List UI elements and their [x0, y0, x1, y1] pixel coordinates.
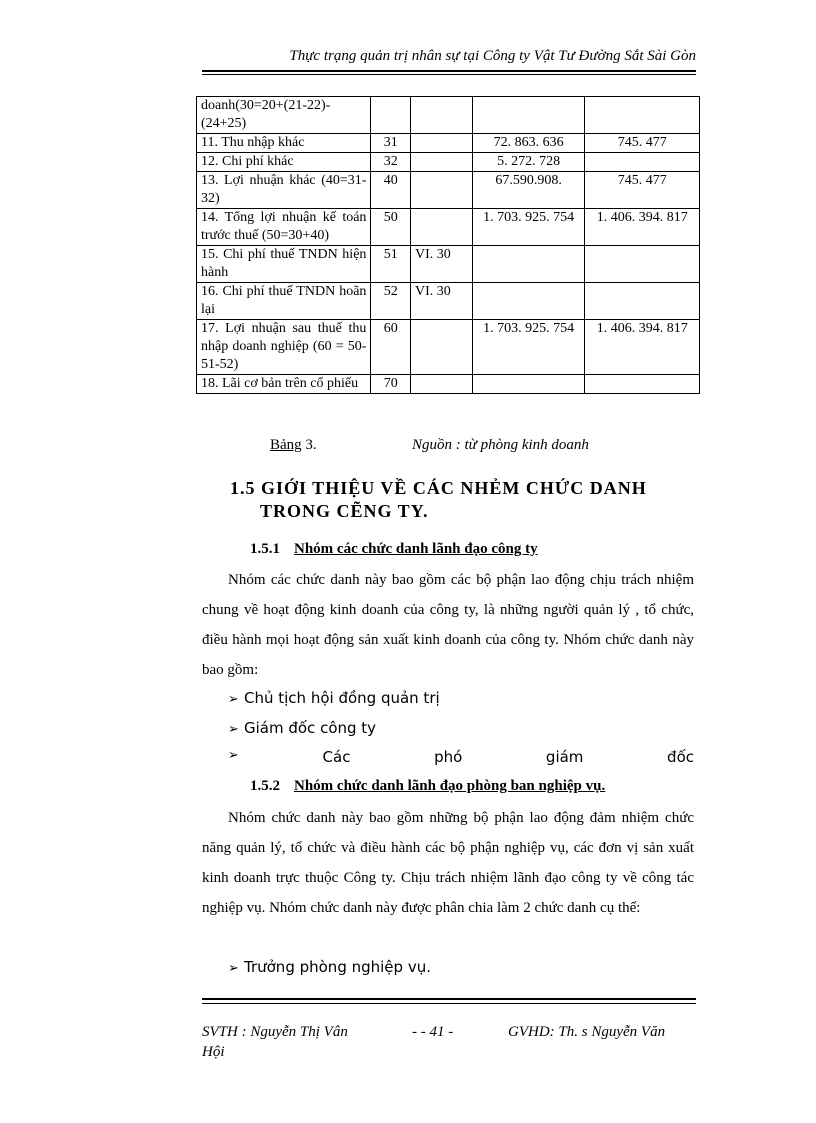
table-source: Nguồn : từ phòng kinh doanh [412, 437, 589, 453]
bullet-item-spread [228, 748, 694, 766]
table-cell: 1. 703. 925. 754 [472, 320, 585, 375]
table-cell: 1. 406. 394. 817 [585, 209, 700, 246]
header-rule-thin [202, 74, 696, 75]
table-cell: 17. Lợi nhuận sau thuế thu nhập doanh nghiệp (60 = 50-51-52) [197, 320, 371, 375]
table-cell [472, 97, 585, 134]
table-cell: 13. Lợi nhuận khác (40=31-32) [197, 172, 371, 209]
table-row [197, 209, 700, 246]
table-cell: 14. Tổng lợi nhuận kế toán trước thuế (50=30+40) [197, 209, 371, 246]
arrow-bullet-icon: ➢ [228, 748, 239, 763]
table-cell: 72. 863. 636 [472, 134, 585, 153]
table-cell [585, 153, 700, 172]
table-caption-number: 3. [301, 437, 317, 453]
table-cell: doanh(30=20+(21-22)-(24+25) [197, 97, 371, 134]
table-cell: 51 [371, 246, 411, 283]
bullet-text: Chủ tịch hội đồng quản trị [244, 689, 440, 707]
section-heading-cont: TRONG CẼNG TY. [260, 501, 429, 521]
table-cell: 60 [371, 320, 411, 375]
table-cell: 70 [371, 375, 411, 394]
table-row [197, 134, 700, 153]
table-cell [410, 153, 472, 172]
table-cell [585, 97, 700, 134]
page-header: Thực trạng quản trị nhân sự tại Công ty Vật Tư Đường Sắt Sài Gòn [289, 48, 696, 64]
paragraph-2-text: Nhóm chức danh này bao gồm những bộ phận lao động đảm nhiệm chức năng quản lý, tổ chức và điều hành các bộ phận nghiệp vụ, các đơn vị sản xuất kinh doanh trực thuộc Công ty. Chịu trách nhiệm lãnh đạo công ty về công tác nghiệp vụ. Nhóm chức danh này được phân chia làm 2 chức danh cụ thể: [202, 810, 694, 916]
table-cell: 32 [371, 153, 411, 172]
table-cell [472, 283, 585, 320]
subsection-1-heading [250, 541, 538, 558]
table-caption [270, 437, 317, 454]
subsection-1-number: 1.5.1 [250, 541, 280, 557]
footer-advisor: GVHD: Th. s Nguyễn Văn [508, 1024, 666, 1040]
table-row [197, 246, 700, 283]
table-cell: 50 [371, 209, 411, 246]
arrow-bullet-icon: ➢ [228, 961, 239, 976]
table-row [197, 320, 700, 375]
table-cell [585, 375, 700, 394]
table-cell: 18. Lãi cơ bản trên cổ phiếu [197, 375, 371, 394]
table-cell: 5. 272. 728 [472, 153, 585, 172]
subsection-1-title: Nhóm các chức danh lãnh đạo công ty [294, 541, 538, 557]
subsection-2-title: Nhóm chức danh lãnh đạo phòng ban nghiệp vụ. [294, 778, 606, 794]
arrow-bullet-icon: ➢ [228, 722, 239, 737]
spread-word: phó [434, 748, 463, 766]
paragraph-1 [202, 565, 694, 685]
table-cell: 67.590.908. [472, 172, 585, 209]
table-cell [472, 375, 585, 394]
bullet-item [228, 689, 440, 707]
table-cell: 40 [371, 172, 411, 209]
table-cell [410, 209, 472, 246]
paragraph-2 [202, 803, 694, 923]
subsection-2-number: 1.5.2 [250, 778, 280, 794]
income-statement-table [196, 96, 700, 394]
bullet-item [228, 719, 376, 737]
table-cell: VI. 30 [410, 283, 472, 320]
spread-word: đốc [667, 748, 694, 766]
footer-page-number: - - 41 - [412, 1024, 454, 1040]
table-row [197, 172, 700, 209]
bullet-text: Trưởng phòng nghiệp vụ. [244, 958, 431, 976]
table-cell [410, 320, 472, 375]
table-row [197, 97, 700, 134]
table-cell [410, 375, 472, 394]
paragraph-1-text: Nhóm các chức danh này bao gồm các bộ phận lao động chịu trách nhiệm chung về hoạt động kinh doanh của công ty, là những người quản lý , tổ chức, điều hành mọi hoạt động sản xuất kinh doanh của công ty. Nhóm chức danh này bao gồm: [202, 572, 694, 678]
table-cell: VI. 30 [410, 246, 472, 283]
header-rule-thick [202, 70, 696, 72]
table-cell [472, 246, 585, 283]
table-row [197, 153, 700, 172]
table-cell [410, 172, 472, 209]
table-row [197, 375, 700, 394]
footer-student: SVTH : Nguyễn Thị Vân Hội [202, 1024, 348, 1060]
table-cell: 745. 477 [585, 172, 700, 209]
table-cell [585, 246, 700, 283]
spread-word: giám [545, 748, 584, 766]
table-cell: 52 [371, 283, 411, 320]
table-caption-label: Bảng [270, 437, 302, 453]
table-cell: 11. Thu nhập khác [197, 134, 371, 153]
bullet-item [228, 958, 431, 976]
footer-rule-thin [202, 1003, 696, 1004]
spread-word: Các [322, 748, 351, 766]
table-cell: 1. 703. 925. 754 [472, 209, 585, 246]
table-cell: 745. 477 [585, 134, 700, 153]
table-cell [410, 134, 472, 153]
table-cell [410, 97, 472, 134]
table-cell: 15. Chi phí thuế TNDN hiện hành [197, 246, 371, 283]
table-cell: 12. Chi phí khác [197, 153, 371, 172]
arrow-bullet-icon: ➢ [228, 692, 239, 707]
table-cell [585, 283, 700, 320]
footer-rule-thick [202, 998, 696, 1000]
subsection-2-heading [250, 778, 605, 795]
section-heading: 1.5 GIỚI THIỆU VỀ CÁC NHẺM CHỨC DANH [230, 478, 647, 498]
table-cell [371, 97, 411, 134]
table-cell: 16. Chi phí thuế TNDN hoãn lại [197, 283, 371, 320]
table-cell: 1. 406. 394. 817 [585, 320, 700, 375]
table-row [197, 283, 700, 320]
bullet-text: Giám đốc công ty [244, 719, 377, 737]
table-cell: 31 [371, 134, 411, 153]
